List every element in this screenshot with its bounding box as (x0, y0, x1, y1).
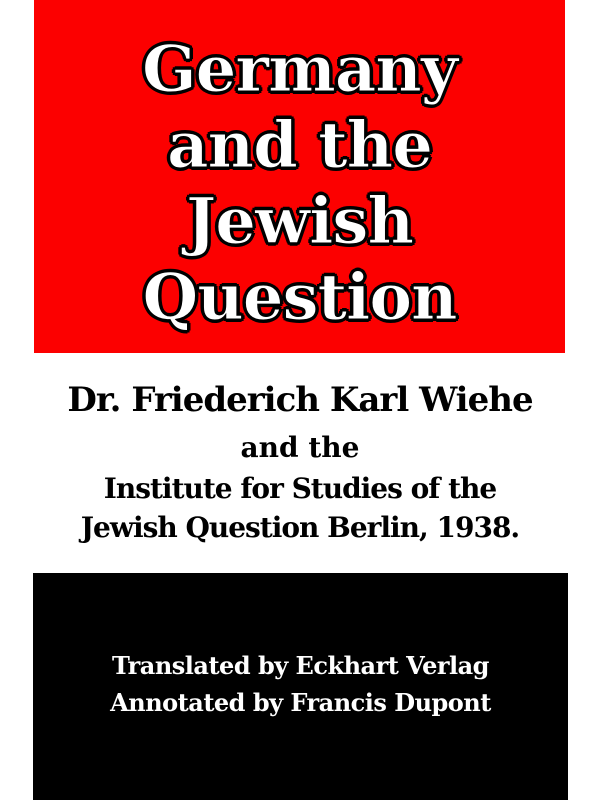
title-banner (34, 0, 565, 353)
credits-banner (33, 573, 568, 800)
title-line-4: Question (142, 260, 457, 335)
title-line-2: and the (167, 108, 432, 183)
institute-line-1: Institute for Studies of the (103, 472, 497, 505)
byline-section (0, 353, 600, 573)
translator-credit: Translated by Eckhart Verlag (112, 650, 489, 680)
annotator-credit: Annotated by Francis Dupont (110, 687, 491, 717)
connector-line: and the (240, 431, 360, 464)
title-line-1: Germany (142, 32, 457, 107)
title-line-3: Jewish (186, 184, 413, 259)
institute-line-2: Jewish Question Berlin, 1938. (80, 511, 520, 544)
author-line: Dr. Friederich Karl Wiehe (67, 380, 533, 420)
